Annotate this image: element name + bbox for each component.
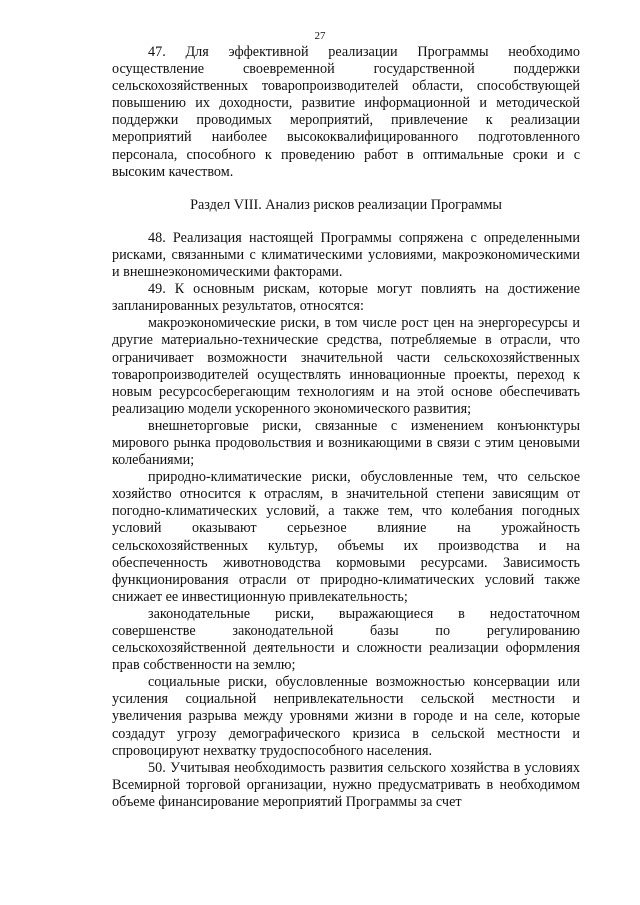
paragraph-47: 47. Для эффективной реализации Программы необходимо осуществление своевременной государственной поддержки сельскохозяйственных товаропроизводителей области, способствующей повышению их доходности, развитие информационной и методической поддержки проводимых мероприятий, привлечение к реализации мероприятий наиболее высококвалифицированного подготовленного персонала, способного к проведению работ в оптимальные сроки и с высоким качеством.	[112, 44, 580, 180]
risk-item-climatic: природно-климатические риски, обусловленные тем, что сельское хозяйство относится к отраслям, в значительной степени зависящим от погодно-климатических условий, а также тем, что колебания погодных условий оказывают серьезное влияние на урожайность сельскохозяйственных культур, объемы их производства и на обеспеченность животноводства кормовыми ресурсами. Зависимость функционирования отрасли от природно-климатических условий также снижает ее инвестиционную привлекательность;	[112, 469, 580, 605]
risk-item-foreign-trade: внешнеторговые риски, связанные с изменением конъюнктуры мирового рынка продовольствия и возникающими в связи с этим ценовыми колебаниями;	[112, 417, 580, 469]
paragraph-49: 49. К основным рискам, которые могут повлиять на достижение запланированных результатов, относятся:	[112, 281, 580, 315]
page-number: 27	[314, 30, 326, 42]
risk-item-social: социальные риски, обусловленные возможностью консервации или усиления социальной непривлекательности сельской местности и увеличения разрыва между уровнями жизни в городе и на селе, которые создадут угрозу демографического кризиса в сельской местности и спровоцируют нехватку трудоспособного населения.	[112, 674, 580, 759]
section-title: Раздел VIII. Анализ рисков реализации Программы	[190, 196, 502, 213]
risk-item-macroeconomic: макроэкономические риски, в том числе рост цен на энергоресурсы и другие материально-технические средства, потребляемые в отрасли, что ограничивает возможности значительной части сельскохозяйственных товаропроизводителей осуществлять инновационные проекты, переход к новым ресурсосберегающим технологиям и на этой основе обеспечивать реализацию модели ускоренного экономического развития;	[112, 315, 580, 417]
paragraph-48: 48. Реализация настоящей Программы сопряжена с определенными рисками, связанными с климатическими условиями, макроэкономическими и внешнеэкономическими факторами.	[112, 229, 580, 281]
paragraph-50: 50. Учитывая необходимость развития сельского хозяйства в условиях Всемирной торговой организации, нужно предусматривать в необходимом объеме финансирование мероприятий Программы за счет	[112, 759, 580, 810]
document-body	[112, 44, 580, 811]
risk-item-legislative: законодательные риски, выражающиеся в недостаточном совершенстве законодательной базы по регулированию сельскохозяйственной деятельности и сложности реализации оформления прав собственности на землю;	[112, 605, 580, 674]
